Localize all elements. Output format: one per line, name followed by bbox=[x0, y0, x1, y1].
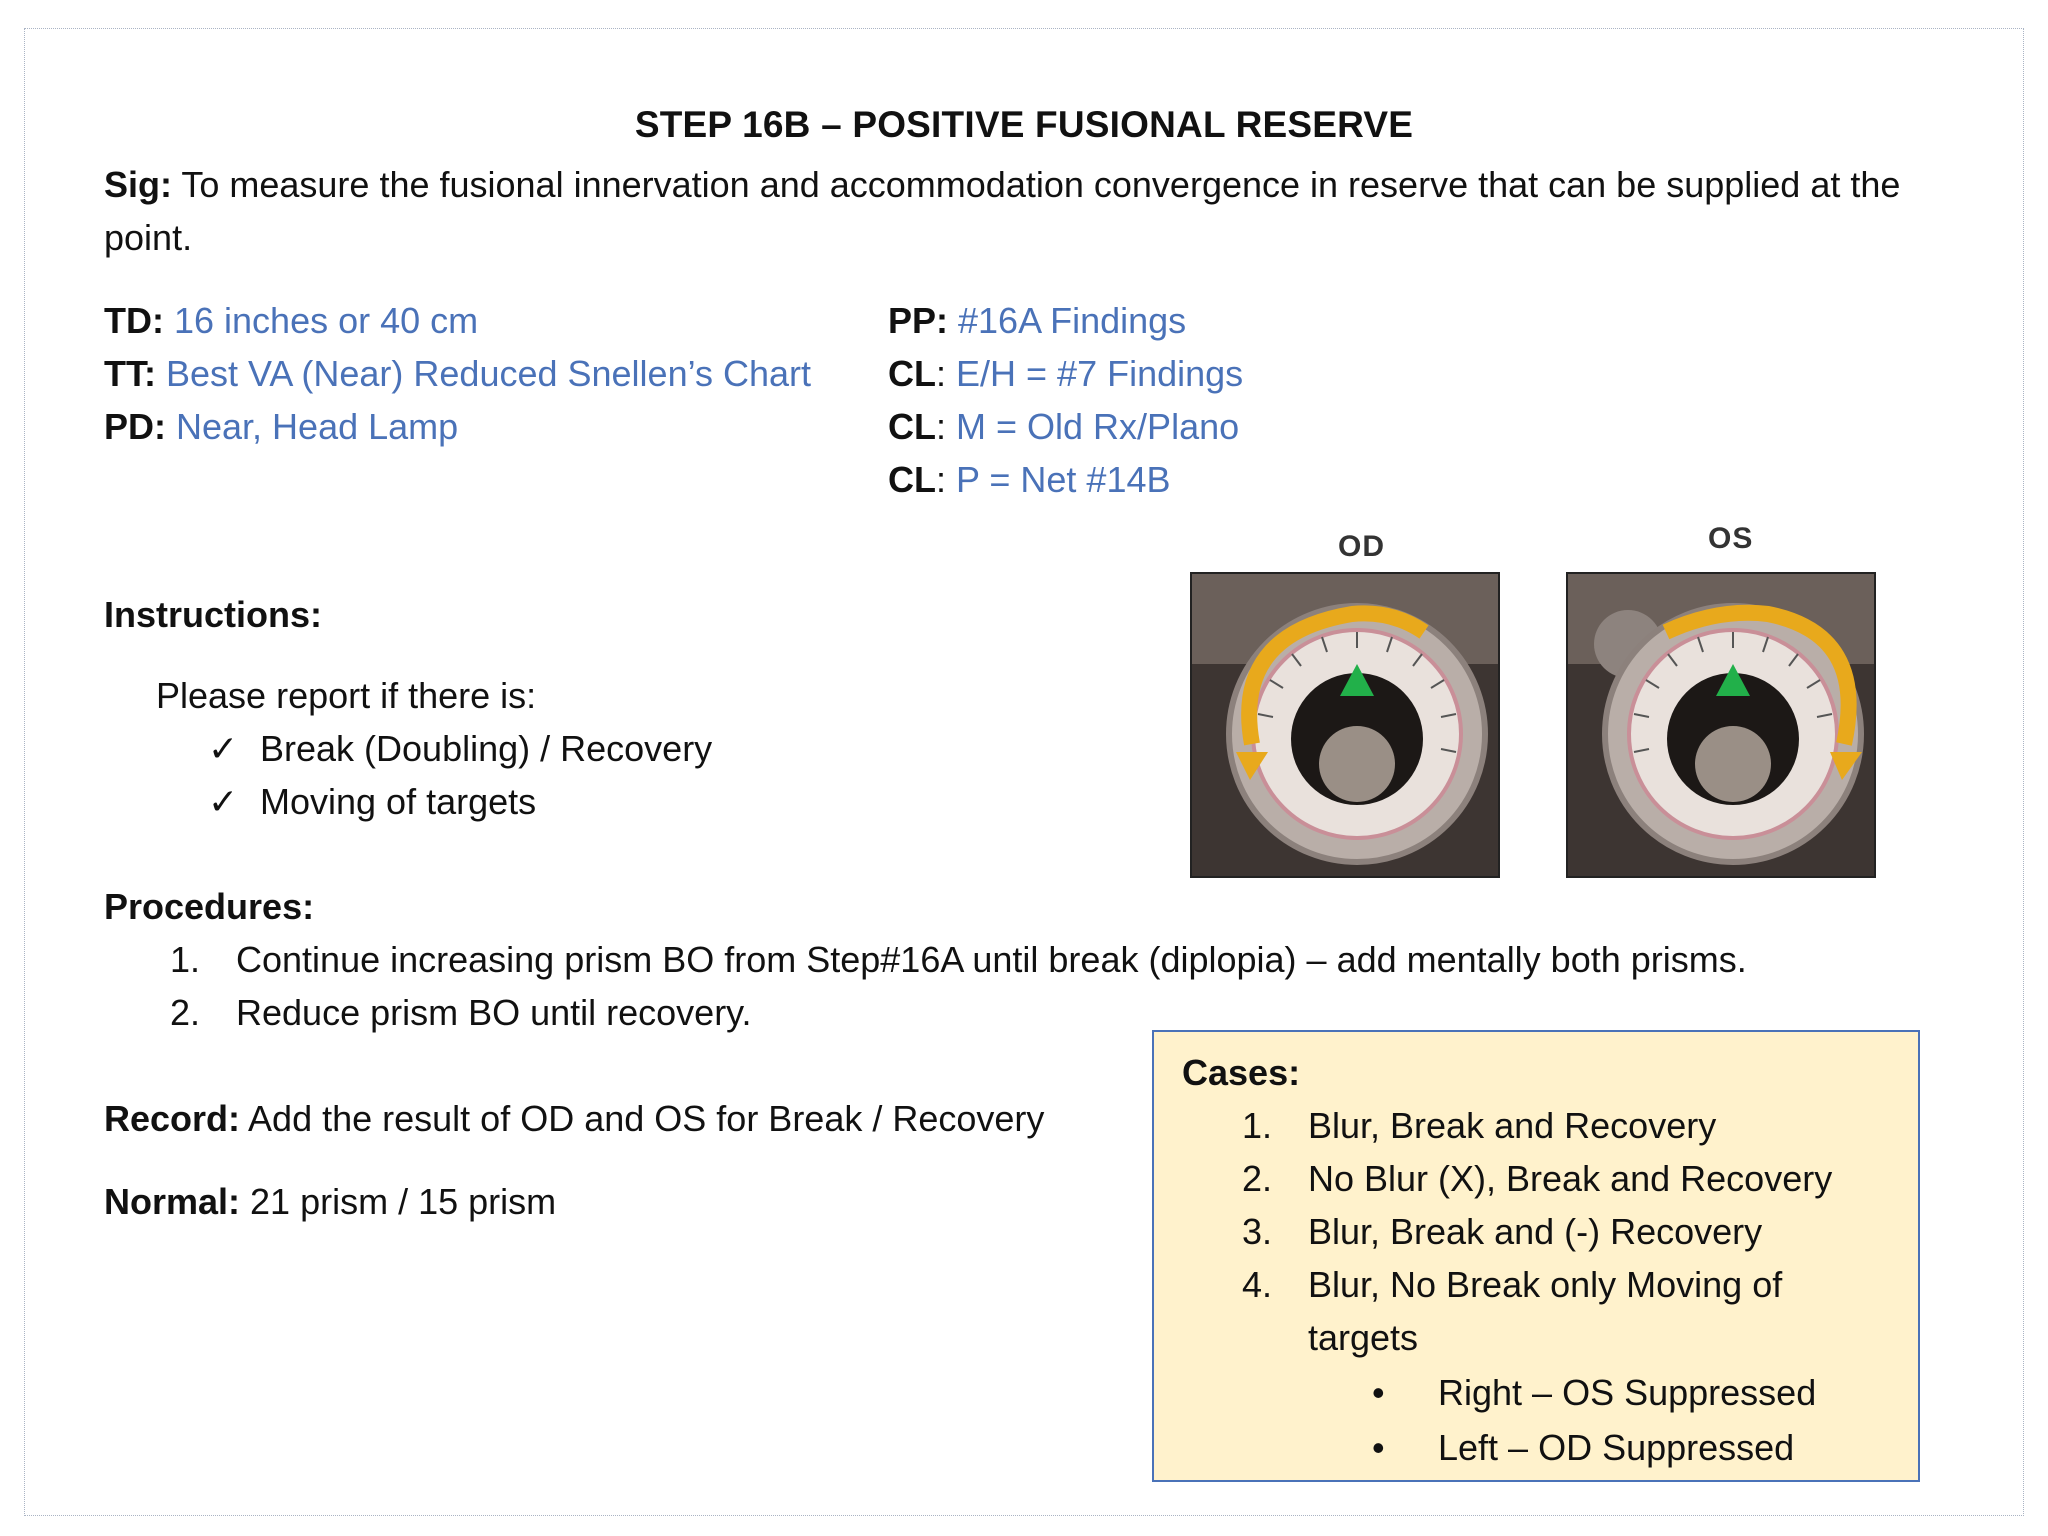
case-subitem-text: Right – OS Suppressed bbox=[1438, 1372, 1817, 1413]
procedure-item bbox=[170, 933, 1747, 986]
instructions-intro: Please report if there is: bbox=[156, 675, 537, 716]
field-pd bbox=[104, 400, 458, 453]
case-item bbox=[1242, 1258, 1782, 1311]
case-text: Blur, Break and (-) Recovery bbox=[1308, 1211, 1763, 1252]
field-cl-p-value: P = Net #14B bbox=[946, 459, 1171, 500]
os-rotary-prism-image bbox=[1566, 572, 1876, 878]
case-subitem bbox=[1372, 1421, 1794, 1474]
procedure-text: Continue increasing prism BO from Step#16A until break (diplopia) – add mentally both prisms. bbox=[236, 939, 1747, 980]
record-line bbox=[104, 1092, 1044, 1145]
case-item-continuation: targets bbox=[1308, 1317, 1419, 1358]
sig-label: Sig: bbox=[104, 164, 172, 205]
field-cl-label: CL bbox=[888, 406, 936, 447]
record-label: Record: bbox=[104, 1098, 241, 1139]
field-pp-label: PP: bbox=[888, 300, 949, 341]
field-pp bbox=[888, 294, 1186, 347]
sig-paragraph bbox=[104, 158, 1964, 264]
sig-text: To measure the fusional innervation and accommodation convergence in reserve that can be supplied at the point. bbox=[104, 164, 1901, 258]
page-title: STEP 16B – POSITIVE FUSIONAL RESERVE bbox=[634, 104, 1414, 145]
field-tt-label: TT: bbox=[104, 353, 156, 394]
case-subitem-text: Left – OD Suppressed bbox=[1438, 1427, 1795, 1468]
od-label: OD bbox=[1338, 530, 1385, 563]
case-text: Blur, No Break only Moving of bbox=[1308, 1264, 1783, 1305]
field-td-value: 16 inches or 40 cm bbox=[163, 300, 479, 341]
field-pp-value: #16A Findings bbox=[948, 300, 1187, 341]
field-cl-sep: : bbox=[936, 353, 947, 394]
field-td bbox=[104, 294, 478, 347]
field-cl-sep: : bbox=[936, 459, 947, 500]
bullet-icon: • bbox=[1372, 1372, 1385, 1413]
instructions-heading: Instructions: bbox=[104, 594, 323, 635]
record-text: Add the result of OD and OS for Break / Recovery bbox=[240, 1098, 1045, 1139]
case-text: Blur, Break and Recovery bbox=[1308, 1105, 1717, 1146]
procedure-number: 2. bbox=[170, 992, 201, 1033]
field-cl-m-value: M = Old Rx/Plano bbox=[946, 406, 1240, 447]
field-td-label: TD: bbox=[104, 300, 164, 341]
field-cl-m bbox=[888, 400, 1239, 453]
normal-text: 21 prism / 15 prism bbox=[240, 1181, 557, 1222]
checkmark-icon: ✓ bbox=[208, 728, 239, 769]
case-number: 1. bbox=[1242, 1105, 1273, 1146]
checkmark-icon: ✓ bbox=[208, 781, 239, 822]
case-subitem bbox=[1372, 1366, 1816, 1419]
procedures-heading: Procedures: bbox=[104, 886, 315, 927]
field-cl-sep: : bbox=[936, 406, 947, 447]
field-tt bbox=[104, 347, 811, 400]
od-rotary-prism-image bbox=[1190, 572, 1500, 878]
field-cl-p bbox=[888, 453, 1171, 506]
bullet-icon: • bbox=[1372, 1427, 1385, 1468]
field-cl-eh bbox=[888, 347, 1243, 400]
case-number: 3. bbox=[1242, 1211, 1273, 1252]
instructions-item-text: Break (Doubling) / Recovery bbox=[260, 728, 713, 769]
field-cl-eh-value: E/H = #7 Findings bbox=[946, 353, 1244, 394]
instructions-item bbox=[208, 722, 712, 775]
case-number: 2. bbox=[1242, 1158, 1273, 1199]
case-item bbox=[1242, 1152, 1832, 1205]
case-item bbox=[1242, 1099, 1716, 1152]
case-text: No Blur (X), Break and Recovery bbox=[1308, 1158, 1833, 1199]
field-cl-label: CL bbox=[888, 353, 936, 394]
procedure-text: Reduce prism BO until recovery. bbox=[236, 992, 752, 1033]
os-label: OS bbox=[1708, 522, 1754, 555]
cases-heading: Cases: bbox=[1182, 1052, 1301, 1093]
instructions-item bbox=[208, 775, 536, 828]
field-pd-label: PD: bbox=[104, 406, 166, 447]
normal-line bbox=[104, 1175, 556, 1228]
case-number: 4. bbox=[1242, 1264, 1273, 1305]
normal-label: Normal: bbox=[104, 1181, 241, 1222]
field-cl-label: CL bbox=[888, 459, 936, 500]
field-pd-value: Near, Head Lamp bbox=[166, 406, 459, 447]
cases-box bbox=[1152, 1030, 1920, 1482]
field-tt-value: Best VA (Near) Reduced Snellen’s Chart bbox=[155, 353, 811, 394]
procedure-number: 1. bbox=[170, 939, 201, 980]
procedure-item bbox=[170, 986, 752, 1039]
instructions-item-text: Moving of targets bbox=[260, 781, 537, 822]
case-item bbox=[1242, 1205, 1762, 1258]
